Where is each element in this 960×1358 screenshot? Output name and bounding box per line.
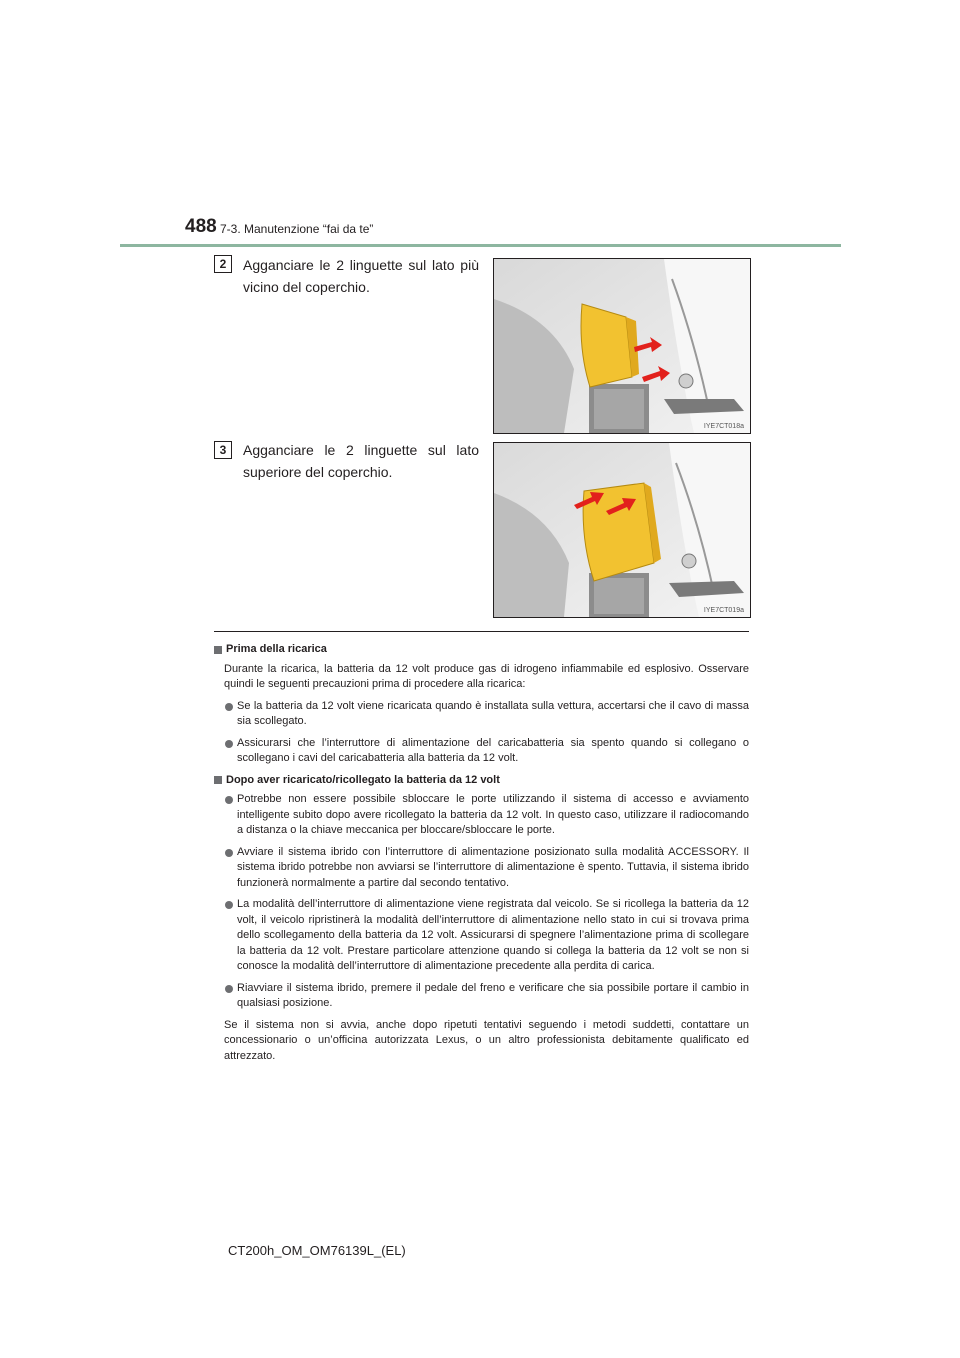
- bullet-icon: [225, 985, 233, 993]
- list-item-text: Riavviare il sistema ibrido, premere il pedale del freno e verificare che sia possibile portare il cambio in qualsiasi posizione.: [237, 981, 749, 1009]
- note-heading: [214, 773, 749, 789]
- document-code: CT200h_OM_OM76139L_(EL): [228, 1243, 406, 1258]
- note-paragraph: Se il sistema non si avvia, anche dopo ripetuti tentativi seguendo i metodi suddetti, contattare un concessionario o un’officina autorizzata Lexus, o un altro professionista debitamente qualificato ed attrezzato.: [224, 1018, 749, 1062]
- list-item: [214, 845, 749, 892]
- list-item-text: Assicurarsi che l’interruttore di alimentazione del caricabatteria sia spento quando si collegano o scollegano i cavi del caricabatteria alla batteria da 12 volt.: [237, 736, 749, 764]
- step-text: Agganciare le 2 linguette sul lato più vicino del coperchio.: [243, 257, 479, 295]
- note-paragraph: Durante la ricarica, la batteria da 12 volt produce gas di idrogeno infiammabile ed esplosivo. Osservare quindi le seguenti precauzioni prima di procedere alla ricarica:: [224, 662, 749, 690]
- figure-label: IYE7CT019a: [703, 607, 744, 614]
- section-title: 7-3. Manutenzione “fai da te”: [220, 222, 374, 236]
- page-number: 488: [185, 216, 217, 237]
- bullet-icon: [225, 796, 233, 804]
- list-item-text: Potrebbe non essere possibile sbloccare le porte utilizzando il sistema di accesso e avviamento intelligente subito dopo avere ricollegato la batteria da 12 volt. In questo caso, utilizzare il radiocomando a distanza o la chiave meccanica per bloccare/sbloccare le porte.: [237, 793, 749, 836]
- list-item: [214, 792, 749, 839]
- list-item: [214, 699, 749, 730]
- list-item-text: Avviare il sistema ibrido con l’interruttore di alimentazione posizionato sulla modalità ACCESSORY. Il sistema ibrido potrebbe non avviarsi se l’interruttore di alimentazione è spento. Tuttavia, il sistema ibrido funzionerà normalmente a partire dal secondo tentativo.: [237, 845, 749, 889]
- notes-section: [214, 642, 749, 1070]
- list-item: [214, 897, 749, 975]
- note-heading: [214, 642, 749, 658]
- step-number-badge: 2: [214, 255, 232, 273]
- note-heading-text: Dopo aver ricaricato/ricollegato la batteria da 12 volt: [226, 773, 500, 786]
- bullet-icon: [225, 703, 233, 711]
- step-3-figure: [493, 442, 751, 618]
- bullet-icon: [225, 849, 233, 857]
- bullet-icon: [225, 901, 233, 909]
- note-heading-text: Prima della ricarica: [226, 643, 327, 655]
- notes-divider: [214, 631, 749, 632]
- step-text: Agganciare le 2 linguette sul lato superiore del coperchio.: [243, 442, 479, 480]
- bullet-icon: [225, 740, 233, 748]
- list-item-text: Se la batteria da 12 volt viene ricaricata quando è installata sulla vettura, accertarsi che il cavo di massa sia scollegato.: [237, 699, 749, 727]
- list-item: [214, 736, 749, 767]
- square-bullet-icon: [214, 646, 222, 654]
- list-item-text: La modalità dell’interruttore di alimentazione viene registrata dal veicolo. Se si ricollega la batteria da 12 volt, il veicolo ripristinerà la modalità dell’interruttore di alimentazione nello stato in cui si trovava prima dello scollegamento della batteria da 12 volt. Assicurarsi di spegnere l’alimentazione prima di scollegare la batteria da 12 volt. Prestare particolare attenzione quando si collega la batteria da 12 volt se non si conosce la modalità dell’interruttore di alimentazione precedente alla perdita di carica.: [237, 898, 749, 972]
- step-number-badge: 3: [214, 441, 232, 459]
- square-bullet-icon: [214, 776, 222, 784]
- step-2-figure: [493, 258, 751, 434]
- figure-label: IYE7CT018a: [703, 423, 744, 430]
- list-item: [214, 981, 749, 1012]
- header-rule: [120, 244, 841, 247]
